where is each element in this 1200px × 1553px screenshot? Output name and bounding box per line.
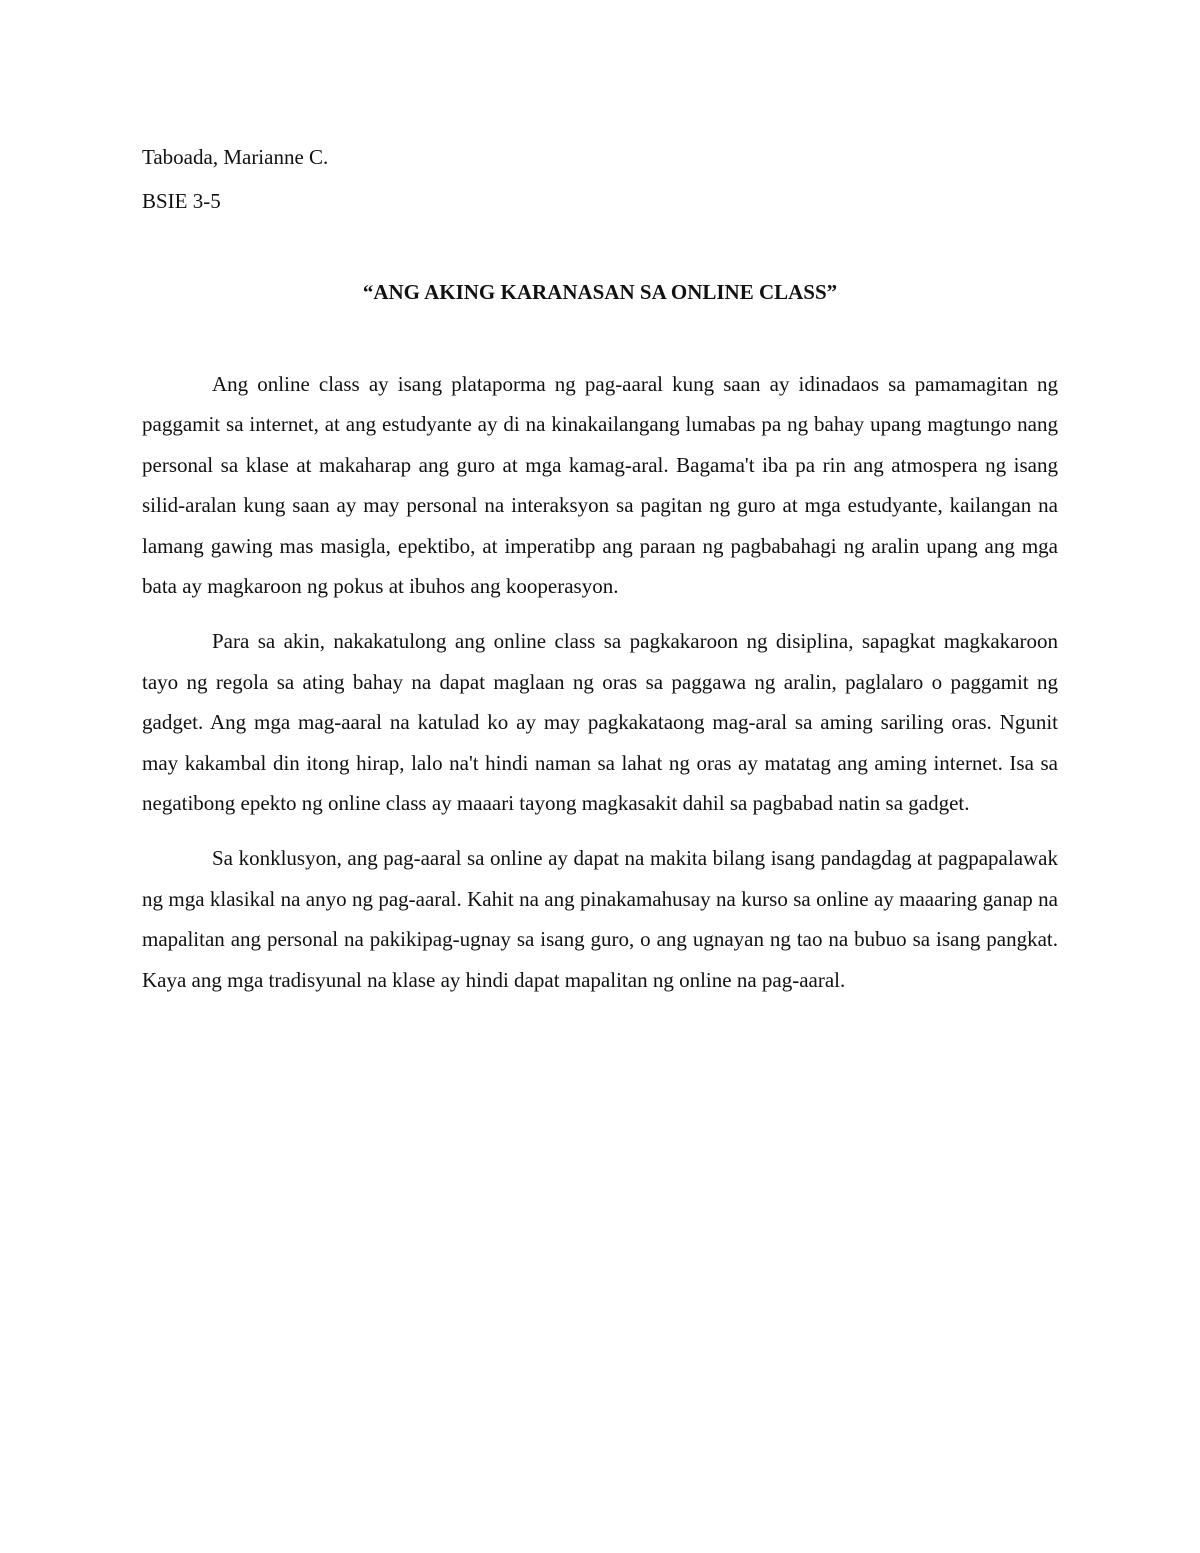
paragraph-1: Ang online class ay isang plataporma ng pag-aaral kung saan ay idinadaos sa pamamagitan ng paggamit sa internet, at ang estudyante ay di na kinakailangang lumabas pa ng bahay upang magtungo nang personal sa klase at makaharap ang guro at mga kamag-aral. Bagama't iba pa rin ang atmospera ng isang silid-aralan kung saan ay may personal na interaksyon sa pagitan ng guro at mga estudyante, kailangan na lamang gawing mas masigla, epektibo, at imperatibp ang paraan ng pagbabahagi ng aralin upang ang mga bata ay magkaroon ng pokus at ibuhos ang kooperasyon. <box>142 372 1058 599</box>
course-section: BSIE 3-5 <box>142 189 221 213</box>
document-title: “ANG AKING KARANASAN SA ONLINE CLASS” <box>362 280 838 304</box>
essay-body <box>142 364 1058 1015</box>
paragraph-2: Para sa akin, nakakatulong ang online class sa pagkakaroon ng disiplina, sapagkat magkakaroon tayo ng regola sa ating bahay na dapat maglaan ng oras sa paggawa ng aralin, paglalaro o paggamit ng gadget. Ang mga mag-aaral na katulad ko ay may pagkakataong mag-aral sa aming sariling oras. Ngunit may kakambal din itong hirap, lalo na't hindi naman sa lahat ng oras ay matatag ang aming internet. Isa sa negatibong epekto ng online class ay maaari tayong magkasakit dahil sa pagbabad natin sa gadget. <box>142 629 1058 816</box>
paragraph-3: Sa konklusyon, ang pag-aaral sa online ay dapat na makita bilang isang pandagdag at pagpapalawak ng mga klasikal na anyo ng pag-aaral. Kahit na ang pinakamahusay na kurso sa online ay maaaring ganap na mapalitan ang personal na pakikipag-ugnay sa isang guro, o ang ugnayan ng tao na bubuo sa isang pangkat. Kaya ang mga tradisyunal na klase ay hindi dapat mapalitan ng online na pag-aaral. <box>142 846 1058 992</box>
author-name: Taboada, Marianne C. <box>142 145 329 169</box>
